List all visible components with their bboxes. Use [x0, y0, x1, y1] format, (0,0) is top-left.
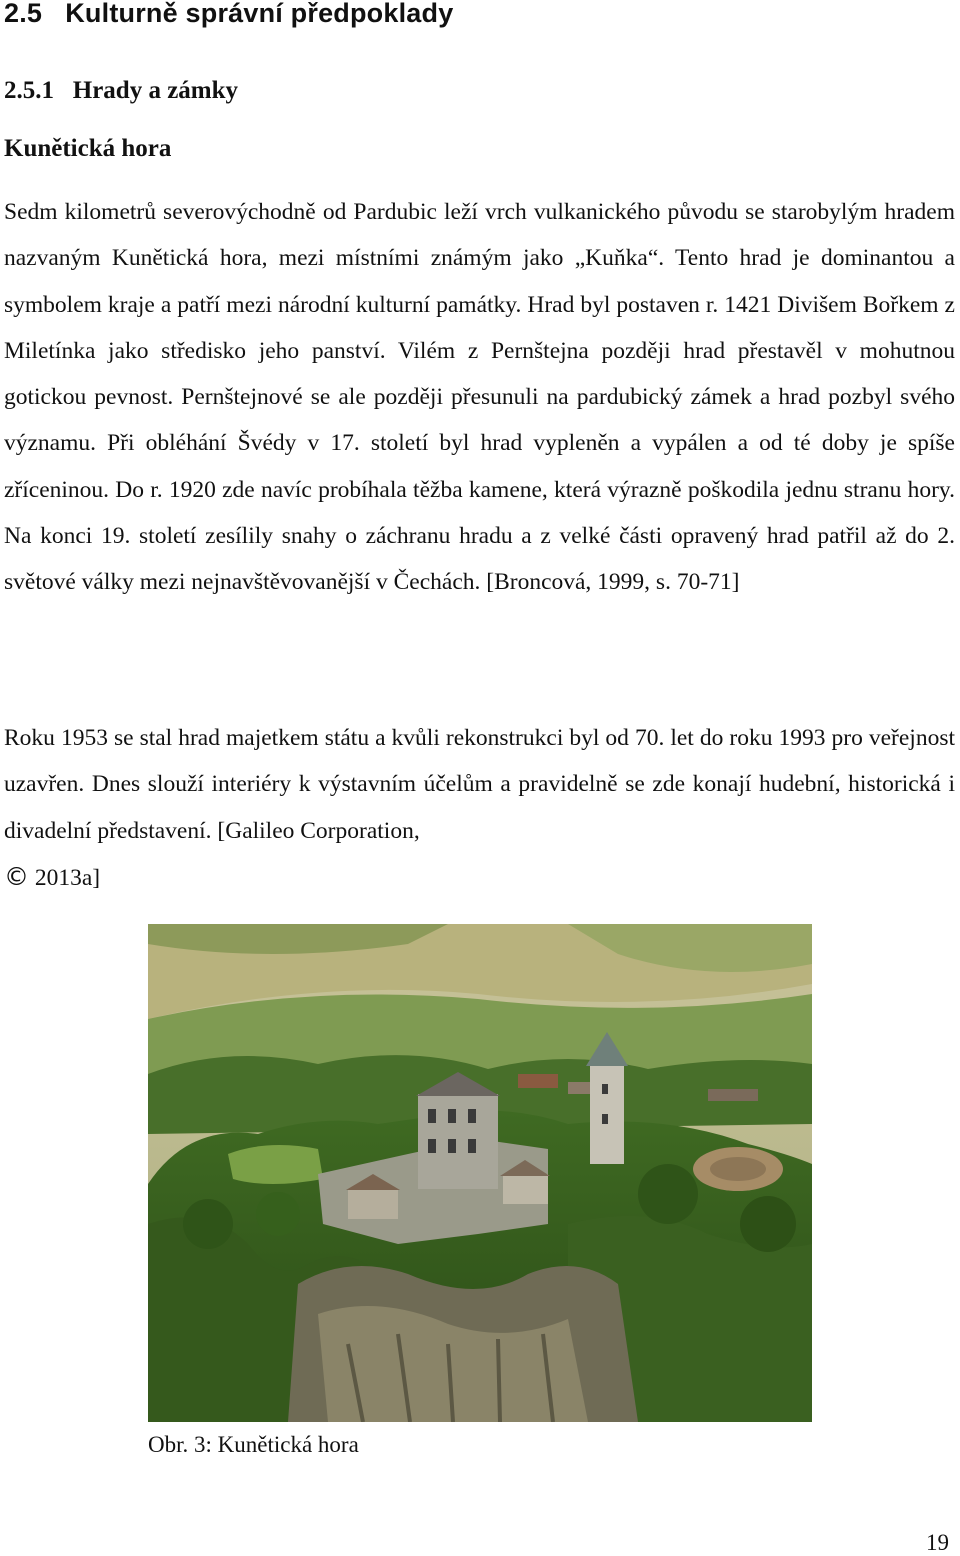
section-heading: 2.5 Kulturně správní předpoklady: [4, 0, 454, 28]
paragraph-history: Sedm kilometrů severovýchodně od Pardubic leží vrch vulkanického původu se starobylým hradem nazvaným Kunětická hora, mezi místními známým jako „Kuňka“. Tento hrad je dominantou a symbolem kraje a patří mezi národní kulturní památky. Hrad byl postaven r. 1421 Divišem Bořkem z Miletínka jako středisko jeho panství. Vilém z Pernštejna později hrad přestavěl v mohutnou gotickou pevnost. Pernštejnové se ale později přesunuli na pardubický zámek a hrad pozbyl svého významu. Při obléhání Švédy v 17. století byl hrad vypleněn a vypálen a od té doby je spíše zříceninou. Do r. 1920 zde navíc probíhala těžba kamene, která výrazně poškodila jednu stranu hory. Na konci 19. století zesílily snahy o záchranu hradu a z velké části opravený hrad patřil až do 2. světové války mezi nejnavštěvovanější v Čechách. [Broncová, 1999, s. 70-71]: [4, 199, 955, 596]
page-number: 19: [926, 1530, 949, 1555]
paragraph-present: [4, 715, 955, 901]
paragraph-present-text: Roku 1953 se stal hrad majetkem státu a kvůli rekonstrukci byl od 70. let do roku 1993 pro veřejnost uzavřen. Dnes slouží interiéry k výstavním účelům a pravidelně se zde konají hudební, historická i divadelní představení. [Galileo Corporation,: [4, 725, 955, 844]
castle-photo: [148, 924, 812, 1422]
castle-heading: Kunětická hora: [4, 135, 172, 162]
figure-caption: Obr. 3: Kunětická hora: [148, 1432, 359, 1457]
subsection-heading: 2.5.1 Hrady a zámky: [4, 77, 239, 104]
copyright-icon: ©: [4, 861, 29, 891]
paragraph-present-end: 2013a]: [34, 864, 101, 891]
